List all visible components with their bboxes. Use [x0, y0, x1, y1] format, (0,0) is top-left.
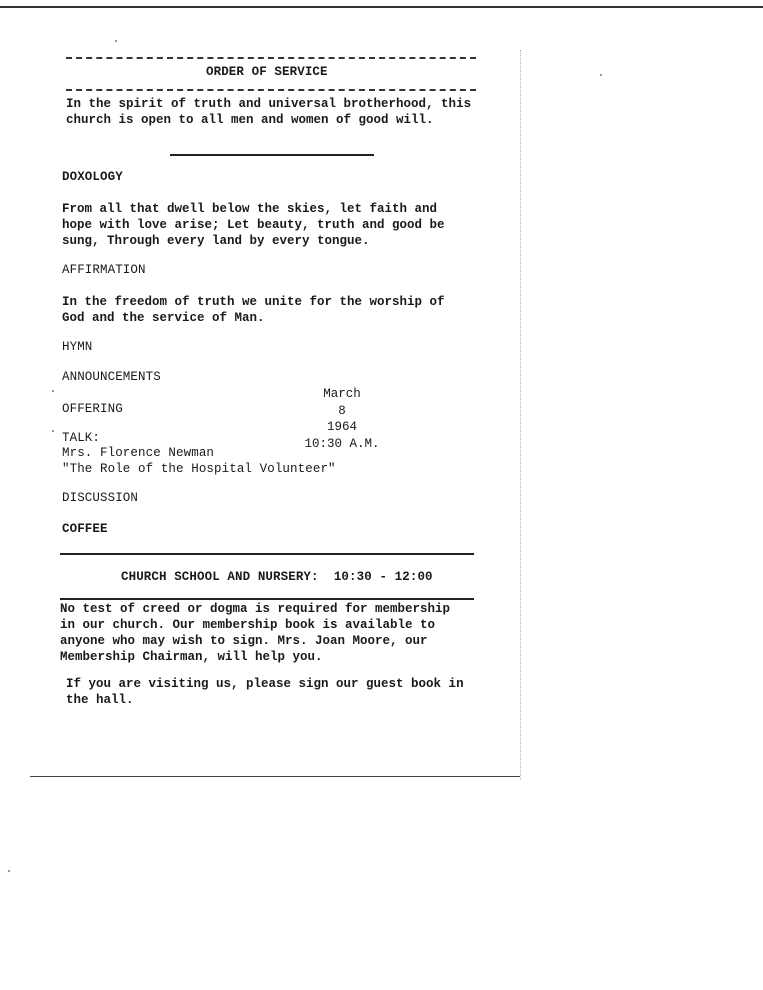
- hymn-heading: HYMN: [62, 340, 93, 354]
- date-month: March: [323, 387, 361, 401]
- visitor-notice: If you are visiting us, please sign our guest book in the hall.: [66, 677, 464, 707]
- scan-speck: [600, 74, 602, 76]
- scan-speck: [52, 430, 54, 432]
- affirmation-text: In the freedom of truth we unite for the worship of God and the service of Man.: [62, 295, 445, 325]
- service-date: [296, 386, 388, 452]
- discussion-heading: DISCUSSION: [62, 491, 139, 505]
- heading-top-rule: [66, 57, 476, 59]
- school-top-rule: [60, 553, 474, 555]
- coffee-heading: COFFEE: [62, 522, 108, 536]
- offering-heading: OFFERING: [62, 402, 123, 416]
- welcome-statement: In the spirit of truth and universal brotherhood, this church is open to all men and women of good will.: [66, 97, 472, 127]
- top-page-edge: [0, 6, 763, 8]
- section-divider: [170, 154, 374, 156]
- date-day: 8: [338, 403, 346, 418]
- talk-speaker: Mrs. Florence Newman: [62, 446, 215, 460]
- date-year: 1964: [326, 420, 357, 434]
- doxology-text: From all that dwell below the skies, let faith and hope with love arise; Let beauty, truth and good be sung, Through every land by every tongue.: [62, 202, 445, 248]
- page-title: ORDER OF SERVICE: [206, 65, 328, 79]
- scan-speck: [115, 40, 117, 42]
- doxology-heading: DOXOLOGY: [62, 170, 123, 184]
- affirmation-heading: AFFIRMATION: [62, 263, 146, 277]
- scan-speck: [8, 870, 10, 872]
- membership-notice: No test of creed or dogma is required for membership in our church. Our membership book is available to anyone who may wish to sign. Mrs. Joan Moore, our Membership Chairman, will help you.: [60, 602, 451, 664]
- bottom-rule: [30, 776, 520, 777]
- scan-speck: [52, 390, 54, 392]
- date-time: 10:30 A.M.: [304, 436, 380, 451]
- school-bottom-rule: [60, 598, 474, 600]
- announcements-heading: ANNOUNCEMENTS: [62, 370, 161, 384]
- talk-heading: TALK:: [62, 431, 101, 445]
- talk-topic: "The Role of the Hospital Volunteer": [62, 462, 336, 476]
- church-school-notice: CHURCH SCHOOL AND NURSERY: 10:30 - 12:00: [121, 570, 433, 584]
- heading-bottom-rule: [66, 89, 476, 91]
- fold-line: [520, 50, 521, 780]
